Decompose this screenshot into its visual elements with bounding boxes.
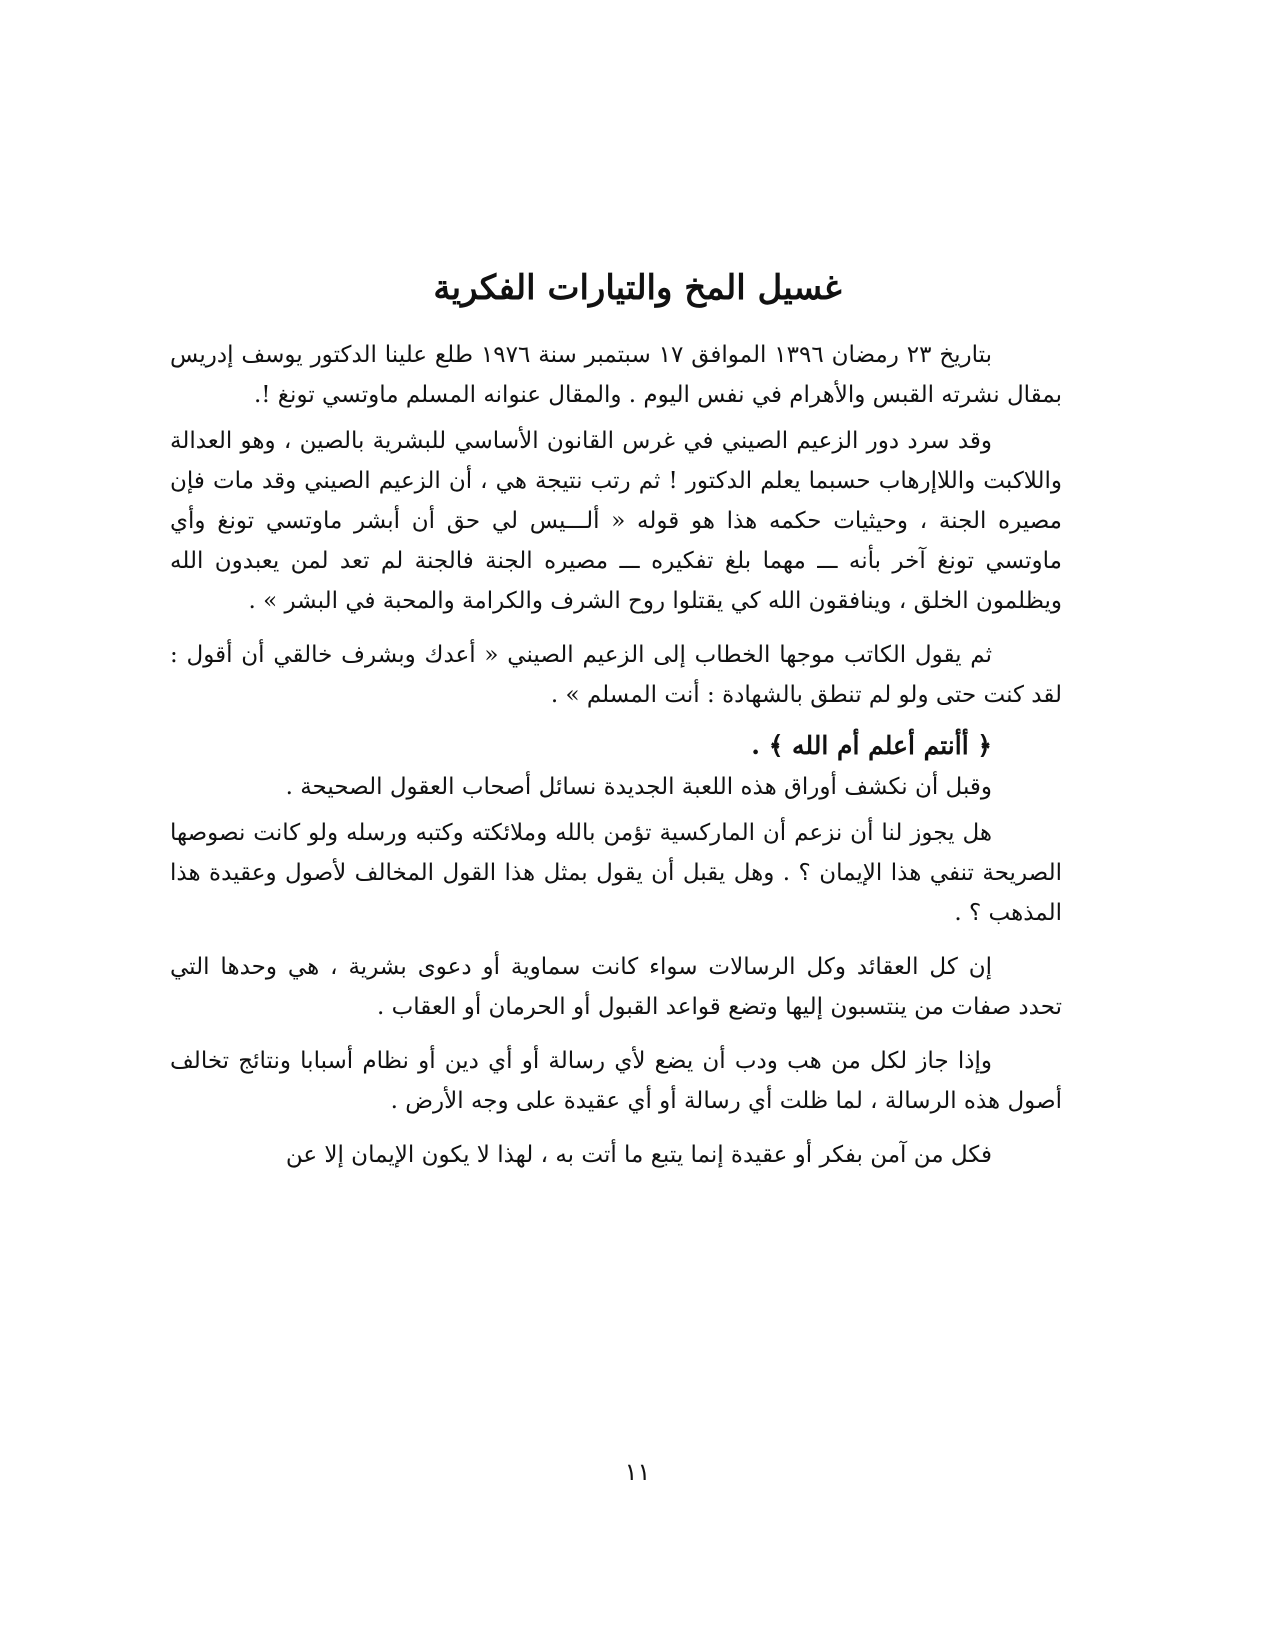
paragraph-chinese-leader: وقد سرد دور الزعيم الصيني في غرس القانون الأساسي للبشرية بالصين ، وهو العدالة واللاكبت واللاإرهاب حسبما يعلم الدكتور ! ثم رتب نتيجة هي ، أن الزعيم الصيني وقد مات فإن مصيره الجنة ، وحيثيات حكمه هذا هو قوله « ألـــيس لي حق أن أبشر ماوتسي تونغ وأي ماوتسي تونغ آخر بأنه ـــ مهما بلغ تفكيره ـــ مصيره الجنة فالجنة لم تعد لمن يعبدون الله ويظلمون الخلق ، وينافقون الله كي يقتلوا روح الشرف والكرامة والمحبة في البشر » . <box>170 428 1062 614</box>
paragraph-beliefs: إن كل العقائد وكل الرسالات سواء كانت سماوية أو دعوى بشرية ، هي وحدها التي تحدد صفات من ينتسبون إليها وتضع قواعد القبول أو الحرمان أو العقاب . <box>170 954 1062 1020</box>
page-number: ١١ <box>624 1458 651 1486</box>
paragraph-date-intro: بتاريخ ٢٣ رمضان ١٣٩٦ الموافق ١٧ سبتمبر سنة ١٩٧٦ طلع علينا الدكتور يوسف إدريس بمقال نشرته القبس والأهرام في نفس اليوم . والمقال عنوانه المسلم ماوتسي تونغ !. <box>170 342 1062 408</box>
chapter-title: غسيل المخ والتيارات الفكرية <box>433 268 842 308</box>
paragraph-marxism-question: هل يجوز لنا أن نزعم أن الماركسية تؤمن بالله وملائكته وكتبه ورسله ولو كانت نصوصها الصريحة تنفي هذا الإيمان ؟ . وهل يقبل أن يقول بمثل هذا القول المخالف لأصول وعقيدة هذا المذهب ؟ . <box>170 820 1062 926</box>
paragraph-writer-address: ثم يقول الكاتب موجها الخطاب إلى الزعيم الصيني « أعدك وبشرف خالقي أن أقول : لقد كنت حتى ولو لم تنطق بالشهادة : أنت المسلم » . <box>170 642 1062 708</box>
paragraph-faith: فكل من آمن بفكر أو عقيدة إنما يتبع ما أتت به ، لهذا لا يكون الإيمان إلا عن <box>285 1142 992 1168</box>
body-text <box>170 335 1062 1175</box>
quran-verse: ﴿ أأنتم أعلم أم الله ﴾ . <box>751 731 992 760</box>
paragraph-question-intro: وقبل أن نكشف أوراق هذه اللعبة الجديدة نسائل أصحاب العقول الصحيحة . <box>285 774 992 800</box>
paragraph-consequence: وإذا جاز لكل من هب ودب أن يضع لأي رسالة أو أي دين أو نظام أسبابا ونتائج تخالف أصول هذه الرسالة ، لما ظلت أي رسالة أو أي عقيدة على وجه الأرض . <box>170 1048 1062 1114</box>
